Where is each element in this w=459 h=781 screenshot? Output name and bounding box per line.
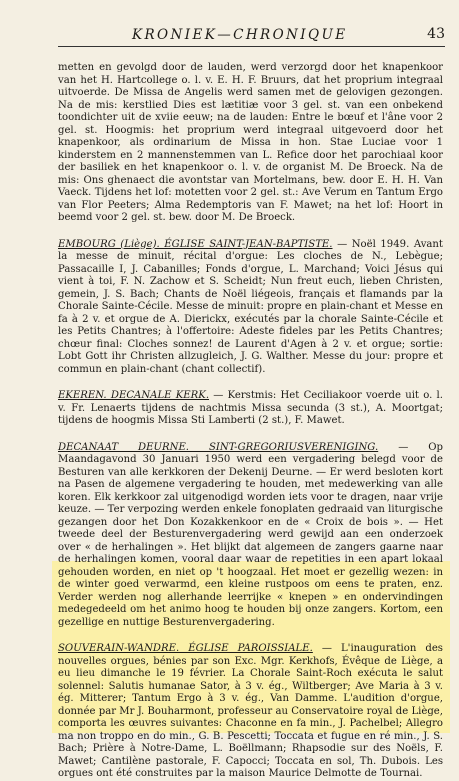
page-number: 43 — [427, 26, 445, 42]
section-intro — [58, 62, 443, 225]
section-ekeren — [58, 390, 443, 428]
section-heading: EKEREN. DECANALE KERK. — [58, 390, 210, 401]
section-text: metten en gevolgd door de lauden, werd verzorgd door het knapenkoor van het H. Hartcollege o. l. v. E. H. F. Bruurs, dat het proprium integraal uitvoerde. De Missa de Angelis werd samen met de gelovigen gezongen. Na de mis: kerstlied Dies est lætitiæ voor 3 gel. st. van een onbekend toondichter uit de xviie eeuw; na de lauden: Entre le bœuf et l'âne voor 2 gel. st. Hoogmis: het proprium werd integraal uitgevoerd door het knapenkoor, als ordinarium de Missa in hon. Stae Luciae voor 1 kinderstem en 2 mannenstemmen van L. Refice door het parochiaal koor der basiliek en het knapenkoor o. l. v. de organist M. De Broeck. Na de mis: Ons ghenaect die avontstar van Mortelmans, bew. door E. H. H. Van Vaeck. Tijdens het lof: motetten voor 2 gel. st.: Ave Verum en Tantum Ergo van Flor Peeters; Alma Redemptoris van F. Mawet; na het lof: Hoort in beemd voor 2 gel. st. bew. door M. De Broeck. — [58, 62, 443, 223]
section-text: — Op Maandagavond 30 Januari 1950 werd een vergadering belegd voor de Besturen van alle kerkkoren der Dekenij Deurne. — Er werd besloten kort na Pasen de algemene vergadering te houden, met medewerking van alle koren. Elk kerkkoor zal uitgenodigd worden iets voor te dragen, naar vrije keuze. — Ter verpozing werden enkele fonoplaten gedraaid van liturgische gezangen door het Don Kozakkenkoor en de « Croix de bois ». — Het tweede deel der Besturenvergadering werd gewijd aan een onderzoek over « de herhalingen ». Het blijkt dat algemeen de zangers gaarne naar de herhalingen komen, vooral daar waar de repetities in een apart lokaal gehouden worden, en niet op 't hoogzaal. Het moet er gezellig wezen: in de winter goed verwarmd, een kleine rustpoos om eens te praten, enz. Verder werden nog allerhande leerrijke « knepen » en ondervindingen medegedeeld om het animo hoog te houden bij onze zangers. Kortom, een gezellige en nuttige Besturenvergadering. — [58, 441, 443, 628]
section-embourg — [58, 239, 443, 377]
header-title: KRONIEK—CHRONIQUE — [132, 27, 348, 43]
section-paragraph — [58, 442, 443, 630]
section-paragraph — [58, 390, 443, 428]
section-deurne — [58, 442, 443, 630]
section-heading: SOUVERAIN-WANDRE. ÉGLISE PAROISSIALE. — [58, 643, 313, 654]
article-body — [58, 62, 443, 781]
section-heading: DECANAAT DEURNE. SINT-GREGORIUSVERENIGING. — [58, 441, 379, 453]
running-header — [58, 26, 445, 47]
section-text: — L'inauguration des nouvelles orgues, bénies par son Exc. Mgr. Kerkhofs, Évêque de Liège, a eu lieu dimanche le 19 février. La Chorale Saint-Roch exécuta le salut solennel: Salutis humanae Sator, à 3 v. ég., Wiltberger; Ave Maria à 3 v. ég. Mitterer; Tantum Ergo à 3 v. ég., Van Damme. L'audition d'orgue, donnée par Mr J. Bouharmont, professeur au Conservatoire royal de Liège, comporta les œuvres suivantes: Chaconne en fa min., J. Pachelbel; Allegro ma non troppo en do min., G. B. Pescetti; Toccata et fugue en ré min., J. S. Bach; Prière à Notre-Dame, L. Boëllmann; Rhapsodie sur des Noëls, F. Mawet; Cantilène pastorale, F. Capocci; Toccata en sol, Th. Dubois. Les orgues ont été construites par la maison Maurice Delmotte de Tournai. — [58, 643, 443, 779]
section-souverain — [58, 643, 443, 781]
section-paragraph — [58, 643, 443, 781]
section-heading: EMBOURG (Liège). ÉGLISE SAINT-JEAN-BAPTISTE. — [58, 238, 333, 250]
section-text: — Kerstmis: Het Ceciliakoor voerde uit o. l. v. Fr. Lenaerts tijdens de nachtmis Missa secunda (3 st.), A. Moortgat; tijdens de hoogmis Missa Sti Lamberti (2 st.), F. Mawet. — [58, 390, 443, 426]
section-text: — Noël 1949. Avant la messe de minuit, récital d'orgue: Les cloches de N., Lebègue; Passacaille I, J. Cabanilles; Fonds d'orgue, L. Marchand; Voici Jésus qui vient à toi, F. N. Zachow et S. Scheidt; Nun freut euch, lieben Christen, gemein, J. S. Bach; Chants de Noël liégeois, français et flamands par la Chorale Sainte-Cécile. Messe de minuit: propre en plain-chant et Messe en fa à 2 v. et orgue de A. Dierickx, exécutés par la chorale Sainte-Cécile et les Petits Chantres; à l'offertoire: Adeste fideles par les Petits Chantres; chœur final: Cloches sonnez! de Laurent d'Agen à 2 v. et orgue; sortie: Lobt Gott ihr Christen allzugleich, J. G. Walther. Messe du jour: propre et commun en plain-chant (chant collectif). — [58, 238, 443, 375]
section-paragraph — [58, 239, 443, 377]
